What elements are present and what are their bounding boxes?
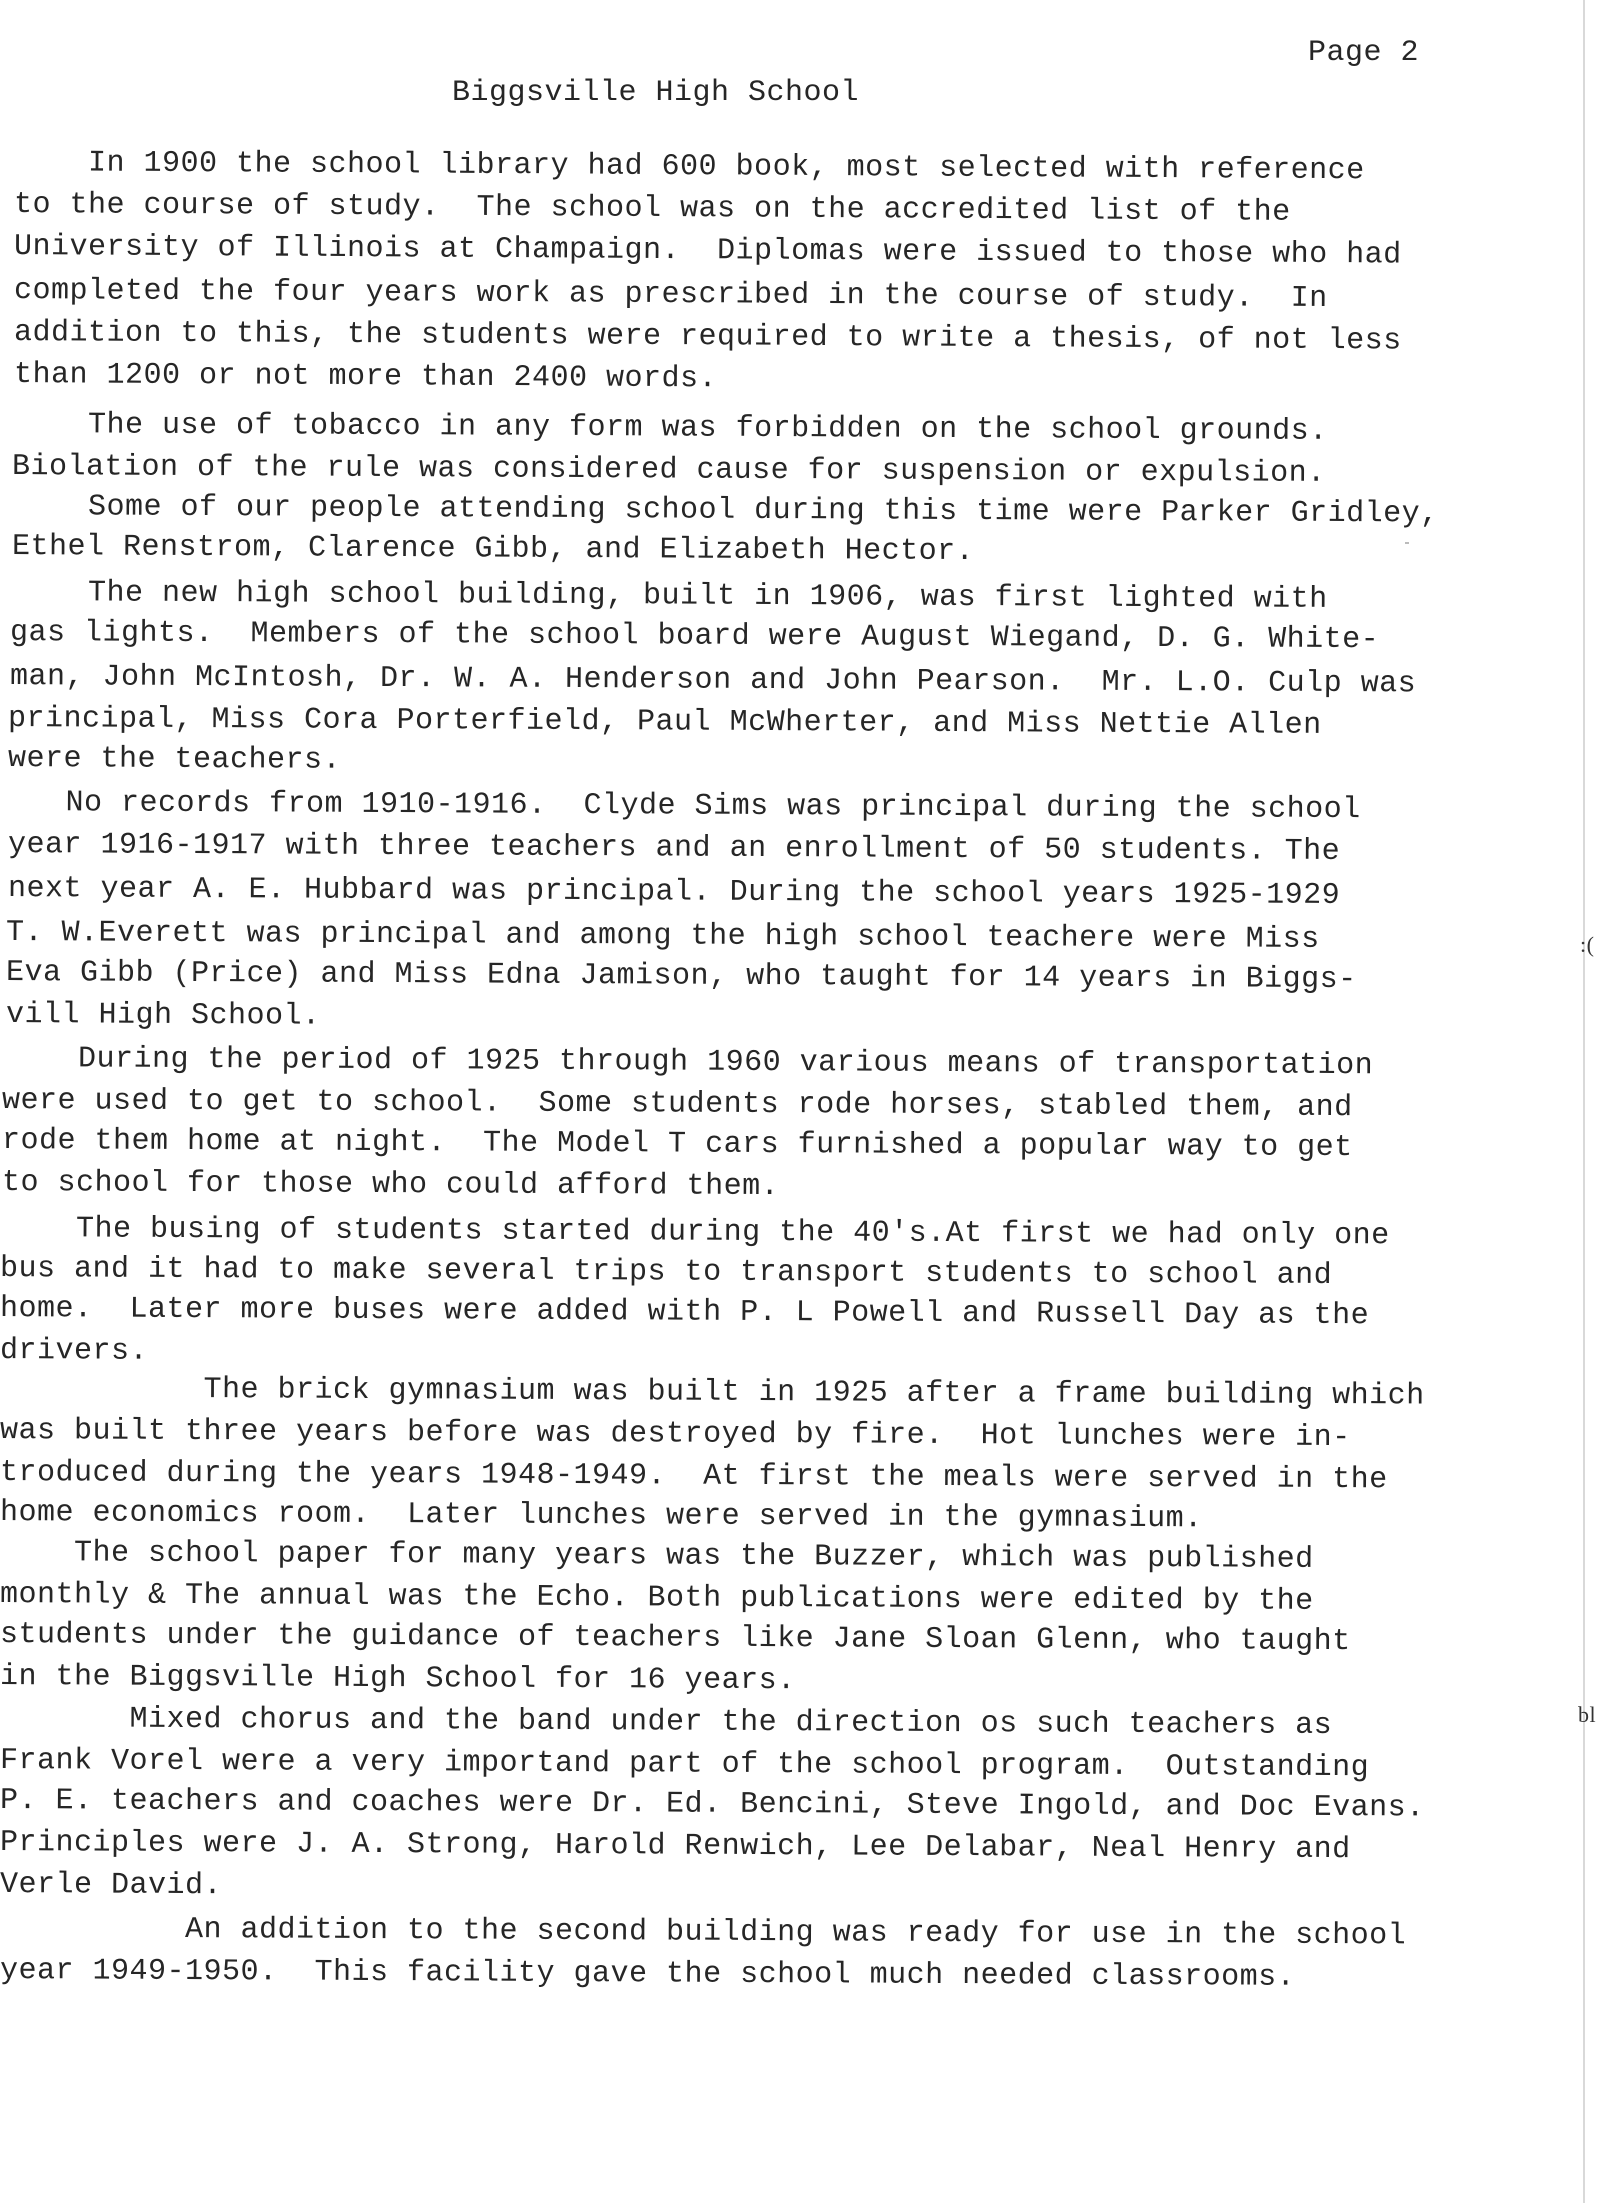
body-text-line: troduced during the years 1948-1949. At first the meals were served in the	[0, 1456, 1388, 1498]
body-text-line: University of Illinois at Champaign. Diplomas were issued to those who had	[13, 230, 1402, 273]
body-text-line: drivers.	[0, 1334, 149, 1369]
body-text-line: to school for those who could afford them.	[1, 1166, 780, 1205]
body-text-line: were used to get to school. Some students rode horses, stabled them, and	[1, 1084, 1353, 1126]
body-text-line: During the period of 1925 through 1960 various means of transportation	[3, 1042, 1374, 1084]
body-text-line: Ethel Renstrom, Clarence Gibb, and Elizabeth Hector.	[11, 530, 975, 570]
body-text-line: The busing of students started during the 40's.At first we had only one	[1, 1212, 1390, 1254]
body-text-line: addition to this, the students were required to write a thesis, of not less	[13, 316, 1402, 359]
body-text-line: In 1900 the school library had 600 book, most selected with reference	[13, 146, 1365, 189]
body-text-line: than 1200 or not more than 2400 words.	[13, 358, 718, 397]
body-text-line: Biolation of the rule was considered cause for suspension or expulsion.	[11, 450, 1326, 491]
margin-mark-upper: :(	[1580, 932, 1595, 957]
body-text-line: man, John McIntosh, Dr. W. A. Henderson and John Pearson. Mr. L.O. Culp was	[9, 660, 1417, 702]
body-text-line: The use of tobacco in any form was forbidden on the school grounds.	[13, 408, 1328, 449]
body-text-line: vill High School.	[5, 998, 321, 1034]
page-number: Page 2	[1308, 36, 1420, 70]
body-text-line: The new high school building, built in 1906, was first lighted with	[13, 576, 1328, 617]
body-text-line: was built three years before was destroyed by fire. Hot lunches were in-	[0, 1414, 1351, 1456]
body-text-line: in the Biggsville High School for 16 years.	[0, 1660, 796, 1699]
scan-speck	[1405, 542, 1409, 544]
body-text-line: P. E. teachers and coaches were Dr. Ed. Bencini, Steve Ingold, and Doc Evans.	[0, 1784, 1425, 1826]
body-text-line: Mixed chorus and the band under the direction os such teachers as	[0, 1702, 1333, 1743]
body-text-line: No records from 1910-1916. Clyde Sims was principal during the school	[9, 786, 1361, 828]
body-text-line: year 1916-1917 with three teachers and an enrollment of 50 students. The	[7, 828, 1341, 869]
body-text-line: T. W.Everett was principal and among the high school teachere were Miss	[5, 916, 1320, 957]
margin-mark-lower: bl	[1578, 1702, 1597, 1727]
body-text-line: next year A. E. Hubbard was principal. During the school years 1925-1929	[7, 872, 1341, 913]
body-text-line: Frank Vorel were a very importand part of the school program. Outstanding	[0, 1744, 1370, 1786]
body-text-line: Verle David.	[0, 1868, 223, 1904]
body-text-line: Eva Gibb (Price) and Miss Edna Jamison, who taught for 14 years in Biggs-	[5, 956, 1357, 998]
body-text-line: students under the guidance of teachers like Jane Sloan Glenn, who taught	[0, 1618, 1351, 1660]
body-text-line: completed the four years work as prescribed in the course of study. In	[13, 274, 1328, 317]
page-edge-divider	[1583, 0, 1585, 2203]
body-text-line: were the teachers.	[7, 742, 342, 778]
body-text-line: home. Later more buses were added with P. L Powell and Russell Day as the	[0, 1292, 1370, 1334]
document-title: Biggsville High School	[452, 76, 860, 110]
body-text-line: rode them home at night. The Model T cars furnished a popular way to get	[1, 1124, 1353, 1166]
body-text-line: gas lights. Members of the school board were August Wiegand, D. G. White-	[9, 616, 1380, 658]
body-text-line: home economics room. Later lunches were served in the gymnasium.	[0, 1496, 1203, 1537]
body-text-line: Some of our people attending school during this time were Parker Gridley,	[13, 490, 1439, 532]
body-text-line: Principles were J. A. Strong, Harold Renwich, Lee Delabar, Neal Henry and	[0, 1826, 1351, 1868]
body-text-line: principal, Miss Cora Porterfield, Paul McWherter, and Miss Nettie Allen	[7, 702, 1322, 743]
body-text-line: bus and it had to make several trips to transport students to school and	[0, 1252, 1333, 1293]
body-text-line: The brick gymnasium was built in 1925 after a frame building which	[0, 1372, 1425, 1414]
body-text-line: The school paper for many years was the Buzzer, which was published	[0, 1536, 1314, 1577]
body-text-line: monthly & The annual was the Echo. Both publications were edited by the	[0, 1578, 1314, 1619]
body-text-line: An addition to the second building was ready for use in the school	[0, 1912, 1407, 1954]
body-text-line: to the course of study. The school was on the accredited list of the	[13, 188, 1291, 230]
body-text-line: year 1949-1950. This facility gave the school much needed classrooms.	[0, 1954, 1296, 1995]
